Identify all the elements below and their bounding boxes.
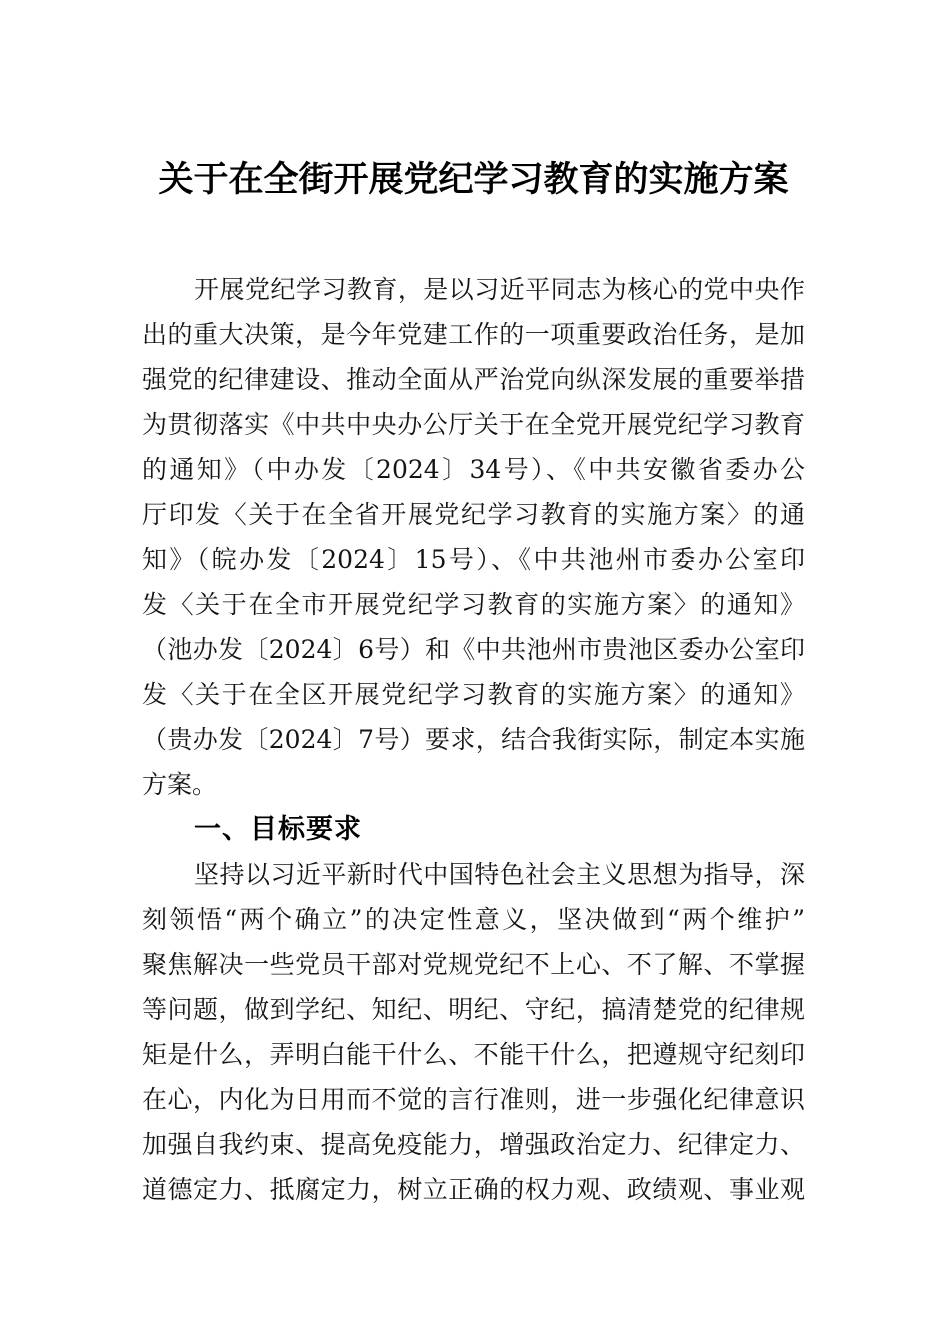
text-line: 等问题，做到学纪、知纪、明纪、守纪，搞清楚党的纪律规	[142, 995, 805, 1024]
document-title: 关于在全街开展党纪学习教育的实施方案	[158, 159, 789, 200]
goals-paragraph	[142, 852, 805, 1212]
text-line: 出的重大决策，是今年党建工作的一项重要政治任务，是加	[142, 320, 805, 349]
text-line: 坚持以习近平新时代中国特色社会主义思想为指导，深	[194, 860, 805, 889]
text-line: 聚焦解决一些党员干部对党规党纪不上心、不了解、不掌握	[142, 950, 805, 979]
text-line: （贵办发〔2024〕7号）要求，结合我街实际，制定本实施	[142, 725, 805, 754]
text-line: 开展党纪学习教育，是以习近平同志为核心的党中央作	[194, 275, 805, 304]
text-line: 加强自我约束、提高免疫能力，增强政治定力、纪律定力、	[142, 1130, 805, 1159]
text-line: 发〈关于在全区开展党纪学习教育的实施方案〉的通知》	[142, 680, 805, 709]
text-line: 强党的纪律建设、推动全面从严治党向纵深发展的重要举措	[142, 365, 805, 394]
text-line: 为贯彻落实《中共中央办公厅关于在全党开展党纪学习教育	[142, 410, 805, 439]
text-line: 刻领悟“两个确立”的决定性意义，坚决做到“两个维护”	[142, 905, 805, 934]
text-line: 矩是什么，弄明白能干什么、不能干什么，把遵规守纪刻印	[142, 1040, 805, 1069]
section-heading-goals: 一、目标要求	[194, 814, 362, 845]
text-line: 厅印发〈关于在全省开展党纪学习教育的实施方案〉的通	[142, 500, 805, 529]
text-line: 方案。	[142, 770, 218, 799]
text-line: 知》（皖办发〔2024〕15号）、《中共池州市委办公室印	[142, 545, 805, 574]
text-line: 在心，内化为日用而不觉的言行准则，进一步强化纪律意识	[142, 1085, 805, 1114]
text-line: （池办发〔2024〕6号）和《中共池州市贵池区委办公室印	[142, 635, 805, 664]
intro-paragraph	[142, 267, 805, 807]
text-line: 的通知》（中办发〔2024〕34号）、《中共安徽省委办公	[142, 455, 805, 484]
text-line: 发〈关于在全市开展党纪学习教育的实施方案〉的通知》	[142, 590, 805, 619]
text-line: 道德定力、抵腐定力，树立正确的权力观、政绩观、事业观	[142, 1175, 805, 1204]
